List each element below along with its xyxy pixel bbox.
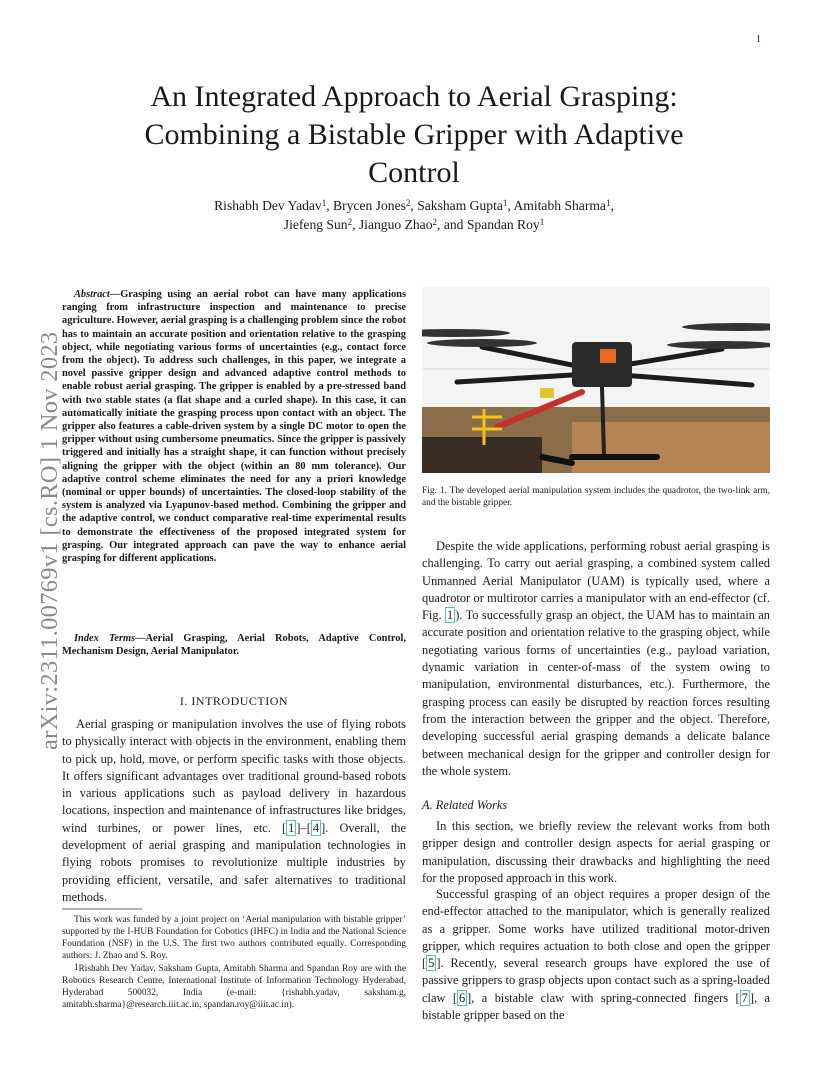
- footnote-rule: [62, 908, 142, 910]
- author-separator: ,: [610, 198, 614, 213]
- footnotes: [62, 914, 406, 1012]
- author-name: Jiefeng Sun: [283, 217, 348, 232]
- paper-title: [80, 78, 748, 192]
- title-line: Combining a Bistable Gripper with Adaptive: [144, 118, 684, 151]
- author-line-2: [80, 215, 748, 234]
- author-name: Spandan Roy: [466, 217, 540, 232]
- author-affiliation: 1: [605, 198, 611, 208]
- body-text: Successful grasping of an object requires a proper design of the end-effector attached to the manipulator, which is generally realized as a gripper. Some works have utilized traditional motor-driven gripper, which requires actuation to both close and open the gripper: [422, 887, 770, 953]
- author-affiliation: 2: [405, 198, 411, 208]
- drone-photo: [422, 287, 770, 473]
- body-paragraph: Successful grasping of an object requires a proper design of the end-effector attached to the manipulator, which is generally realized as a gripper. Some works have utilized traditional motor-driven gripper, which requires actuation to both close and open the gripper [ 5 ]. Recently, several research groups have explored the use of passive grippers to grasp objects upon contact such as a spring-loaded claw [ 6 ], a bistable claw with spring-connected fingers [ 7 ], a bistable gripper based on the: [422, 887, 770, 1023]
- author-name: Brycen Jones: [333, 198, 406, 213]
- author-separator: ,: [352, 217, 359, 232]
- citation-link[interactable]: 5: [428, 956, 435, 971]
- index-terms: [62, 632, 406, 658]
- author-affiliation: 1: [502, 198, 508, 208]
- title-line: An Integrated Approach to Aerial Grasping:: [150, 80, 678, 113]
- body-text: Despite the wide applications, performing robust aerial grasping is challenging. To carry out aerial grasping, a combined system called Unmanned Aerial Manipulator (UAM) is typically used, where a quadrotor or multirotor carries a manipulator with an end-effector (cf. Fig.: [422, 539, 770, 623]
- intro-paragraph: Aerial grasping or manipulation involves the use of flying robots to physically interact with objects in the environment, enabling them to pick up, hold, move, or perform specific tasks with those objects. It offers significant advantages over traditional ground-based robots in various applications such as payload delivery in hazardous locations, inspection and maintenance of infrastructures like bridges, wind turbines, or power lines, etc. [ 1 ]–[ 4 ]. Overall, the development of aerial grasping and manipulation technologies in flying robots promises to revolutionize multiple industries by providing efficient, versatile, and safer alternatives to traditional methods.: [62, 717, 406, 904]
- author-separator: ,: [507, 198, 514, 213]
- body-text: , a bistable gripper based on the: [422, 990, 770, 1023]
- author-separator: , and: [437, 217, 467, 232]
- citation-link[interactable]: 7: [741, 990, 748, 1005]
- author-affiliation: 1: [321, 198, 327, 208]
- intro-text: . Overall, the development of aerial grasping and manipulation technologies in flying robots promises to revolutionize multiple industries by providing efficient, versatile, and safer alternatives to traditional methods.: [62, 820, 406, 904]
- body-text: ). To successfully grasp an object, the UAM has to maintain an accurate position and orientation relative to the grasping object, while negotiating various forms of uncertainties (e.g., payload variation, dynamic variation in center-of-mass of the system owing to manipulation, environmental disturbances, etc.). Furthermore, the grasping process can easily be disrupted by reaction forces resulting from the interaction between the gripper and the object. Therefore, developing successful aerial grasping demands a delicate balance between mechanical design for the gripper and controller design for the whole system.: [422, 608, 770, 778]
- body-text: , a bistable claw with spring-connected fingers: [471, 990, 736, 1005]
- author-name: Amitabh Sharma: [513, 198, 606, 213]
- figure-caption: Fig. 1. The developed aerial manipulation system includes the quadrotor, the two-link arm, and the bistable gripper.: [422, 486, 770, 509]
- section-heading: I. INTRODUCTION: [179, 694, 289, 708]
- index-terms-label: Index Terms: [74, 633, 136, 644]
- body-paragraph: In this section, we briefly review the relevant works from both gripper design and controller design aspects for aerial grasping or manipulation, discussing their drawbacks and highlighting the need for the proposed approach in this work.: [422, 819, 770, 885]
- footnote-mark: 1: [74, 962, 79, 972]
- intro-text: Aerial grasping or manipulation involves the use of flying robots to physically interact with objects in the environment, enabling them to pick up, hold, move, or perform specific tasks with those objects. It offers significant advantages over traditional ground-based robots in various applications such as payload delivery in hazardous locations, inspection and maintenance of infrastructures like bridges, wind turbines, or power lines, etc.: [62, 717, 406, 835]
- index-terms-text: —Aerial Grasping, Aerial Robots, Adaptive Control, Mechanism Design, Aerial Manipulator.: [62, 633, 406, 658]
- author-separator: ,: [326, 198, 334, 213]
- author-name: Saksham Gupta: [417, 198, 503, 213]
- body-paragraph: [422, 538, 770, 780]
- abstract: [62, 288, 406, 565]
- author-list: [80, 196, 748, 234]
- body-text: . Recently, several research groups have explored the use of passive grippers to grasp objects upon contact such as a spring-loaded claw: [422, 956, 770, 1005]
- citation-link[interactable]: 1: [288, 820, 295, 835]
- author-name: Jianguo Zhao: [358, 217, 433, 232]
- page-number: 1: [756, 34, 761, 45]
- author-affiliation: 2: [432, 217, 438, 227]
- author-affiliation: 2: [347, 217, 353, 227]
- funding-footnote: This work was funded by a joint project on ‘Aerial manipulation with bistable gripper’ supported by the I-HUB Foundation for Cobotics (IHFC) in India and the National Science Foundation (NSF) in the U.S. The first two authors contributed equally. Corresponding authors: J. Zhao and S. Roy.: [62, 915, 406, 961]
- author-separator: ,: [410, 198, 418, 213]
- affiliation-footnote-text: Rishabh Dev Yadav, Saksham Gupta, Amitabh Sharma and Spandan Roy are with the Robotics Research Centre, International Institute of Information Technology Hyderabad, Hyderabad 500032, India (e-mail: {rishabh.yadav, saksham.g, amitabh.sharma}@research.iiit.ac.in, spandan.roy@iiit.ac.in).: [62, 964, 406, 1010]
- title-line: Control: [368, 156, 460, 189]
- author-line-1: [80, 196, 748, 215]
- subsection-heading: A. Related Works: [422, 798, 508, 812]
- citation-link[interactable]: 4: [312, 820, 320, 835]
- arxiv-identifier: arXiv:2311.00769v1 [cs.RO] 1 Nov 2023: [36, 331, 63, 750]
- abstract-text: —Grasping using an aerial robot can have many applications ranging from infrastructure inspection and maintenance to precise agriculture. However, aerial grasping is a challenging problem since the robot has to maintain an accurate position and orientation relative to the grasping object, while negotiating various forms of uncertainties (e.g., contact force from the object). To address such challenges, in this paper, we integrate a novel passive gripper design and advanced adaptive control methods to enable robust aerial grasping. The gripper is enabled by a pre-stressed band with two stable states (a flat shape and a curled shape). In this case, it can automatically initiate the grasping process upon contact with an object. The gripper also features a cable-driven system by a single DC motor to open the gripper without using cumbersome pneumatics. Since the gripper is passively triggered and initially has a straight shape, it can function without precisely aligning the gripper with the object (within an 80 mm tolerance). Our adaptive control scheme eliminates the need for any a priori knowledge (nominal or upper bounds) of uncertainties. The closed-loop stability of the system is analyzed via Lyapunov-based method. Combining the gripper and the adaptive control, we conduct comparative real-time experimental results to demonstrate the effectiveness of the proposed integrated system for grasping. Our integrated approach can pave the way to enhance aerial grasping for different applications.: [62, 289, 406, 565]
- abstract-label: Abstract: [74, 289, 110, 300]
- author-affiliation: 1: [539, 217, 545, 227]
- author-name: Rishabh Dev Yadav: [214, 198, 322, 213]
- intro-text: –: [300, 820, 307, 835]
- affiliation-footnote: [62, 963, 406, 1011]
- citation-link[interactable]: 6: [458, 990, 466, 1005]
- figure-link[interactable]: 1: [447, 608, 454, 623]
